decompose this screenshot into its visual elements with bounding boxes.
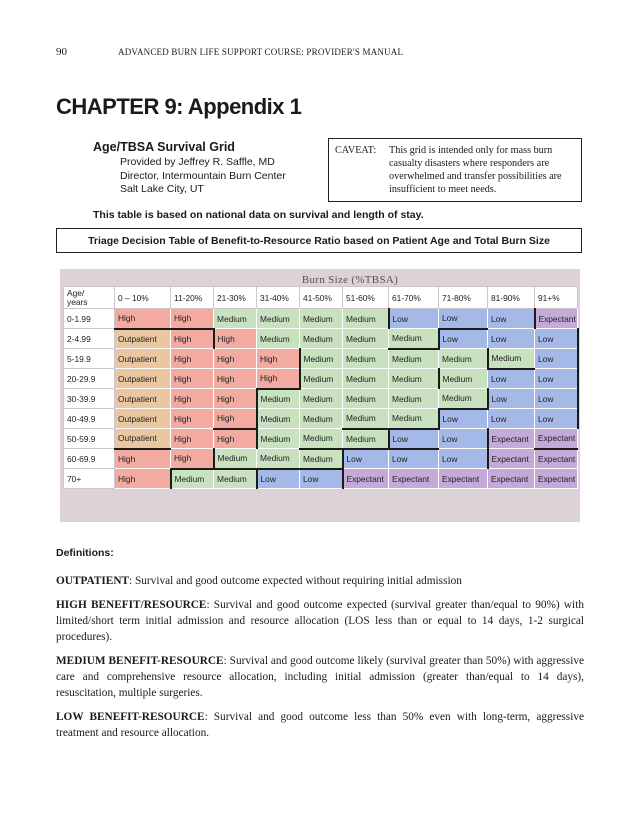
grid-cell: Medium xyxy=(389,369,439,389)
grid-cell: Low xyxy=(535,349,578,369)
survival-table xyxy=(63,286,579,489)
grid-cell: Medium xyxy=(300,389,343,409)
age-label: 0-1.99 xyxy=(64,309,115,329)
grid-cell: Medium xyxy=(439,369,488,389)
burn-size-label: Burn Size (%TBSA) xyxy=(301,274,399,286)
grid-cell: Medium xyxy=(343,389,389,409)
grid-cell: Medium xyxy=(343,349,389,369)
grid-cell: Low xyxy=(300,469,343,489)
grid-body xyxy=(64,309,578,489)
age-label: 70+ xyxy=(64,469,115,489)
grid-cell: Medium xyxy=(488,349,535,369)
grid-cell: Low xyxy=(439,449,488,469)
definition-term: HIGH BENEFIT/RESOURCE xyxy=(56,599,207,611)
caveat-line: casualty disasters where responders are xyxy=(389,158,550,169)
definition-item xyxy=(56,653,584,701)
grid-cell: High xyxy=(214,329,257,349)
grid-cell: Outpatient xyxy=(115,369,171,389)
grid-cell: Medium xyxy=(257,309,300,329)
grid-cell: Expectant xyxy=(439,469,488,489)
grid-corner-label xyxy=(64,287,115,309)
grid-row xyxy=(64,409,578,429)
age-label: 50-59.9 xyxy=(64,429,115,449)
triage-title: Triage Decision Table of Benefit-to-Resource Ratio based on Patient Age and Total Burn Size xyxy=(88,234,550,247)
column-header: 91+% xyxy=(535,287,578,309)
grid-cell: High xyxy=(171,309,214,329)
grid-cell: Medium xyxy=(343,409,389,429)
grid-cell: Expectant xyxy=(488,449,535,469)
grid-cell: Medium xyxy=(257,409,300,429)
grid-cell: Low xyxy=(488,389,535,409)
grid-cell: Expectant xyxy=(389,469,439,489)
grid-cell: High xyxy=(214,409,257,429)
column-header: 61-70% xyxy=(389,287,439,309)
grid-cell: Expectant xyxy=(535,449,578,469)
basis-note: This table is based on national data on survival and length of stay. xyxy=(93,209,424,221)
age-label: 60-69.9 xyxy=(64,449,115,469)
provider-line: Salt Lake City, UT xyxy=(120,183,204,195)
definition-term: LOW BENEFIT-RESOURCE xyxy=(56,711,205,723)
grid-cell: High xyxy=(115,309,171,329)
grid-cell: High xyxy=(214,369,257,389)
column-header: 11-20% xyxy=(171,287,214,309)
definition-text: : Survival and good outcome likely (survival greater than 50%) with aggressive care and comprehensive resource allocation, including initial admission (greater than/equal to 14 days), resuscitation, multiple surgeries. xyxy=(56,655,584,699)
grid-row xyxy=(64,469,578,489)
grid-cell: Medium xyxy=(257,429,300,449)
grid-cell: Expectant xyxy=(488,429,535,449)
grid-cell: Medium xyxy=(300,449,343,469)
grid-cell: Medium xyxy=(389,409,439,429)
caveat-label: CAVEAT: xyxy=(335,145,377,156)
grid-cell: Low xyxy=(389,429,439,449)
grid-cell: High xyxy=(171,449,214,469)
grid-row xyxy=(64,309,578,329)
caveat-box xyxy=(328,138,582,202)
grid-cell: Low xyxy=(535,329,578,349)
grid-cell: Medium xyxy=(439,389,488,409)
corner-line: years xyxy=(67,296,88,307)
grid-cell: Medium xyxy=(214,449,257,469)
column-header: 0 – 10% xyxy=(115,287,171,309)
grid-cell: High xyxy=(171,349,214,369)
caveat-line: This grid is intended only for mass burn xyxy=(389,145,553,156)
grid-cell: Low xyxy=(439,309,488,329)
definition-text: : Survival and good outcome expected (survival greater than/equal to 90%) with limited/short term initial admission and resource allocation (LOS less than or equal to 14 days, 1-2 surgical procedures). xyxy=(56,599,584,643)
book-title: ADVANCED BURN LIFE SUPPORT COURSE: PROVIDER'S MANUAL xyxy=(118,47,404,57)
grid-row xyxy=(64,389,578,409)
grid-cell: Medium xyxy=(257,329,300,349)
grid-cell: Outpatient xyxy=(115,389,171,409)
definition-text: : Survival and good outcome expected without requiring initial admission xyxy=(129,575,462,587)
grid-cell: Low xyxy=(535,369,578,389)
grid-cell: Medium xyxy=(439,349,488,369)
grid-cell: Medium xyxy=(389,349,439,369)
grid-cell: Medium xyxy=(171,469,214,489)
grid-cell: High xyxy=(171,409,214,429)
column-header: 31-40% xyxy=(257,287,300,309)
grid-cell: Low xyxy=(439,329,488,349)
grid-cell: Medium xyxy=(300,369,343,389)
caveat-line: overwhelmed and transfer possibilities are xyxy=(389,171,562,182)
column-header: 71-80% xyxy=(439,287,488,309)
grid-cell: High xyxy=(214,349,257,369)
grid-cell: Low xyxy=(343,449,389,469)
grid-cell: Expectant xyxy=(535,429,578,449)
grid-cell: High xyxy=(171,369,214,389)
column-header: 41-50% xyxy=(300,287,343,309)
provider-line: Director, Intermountain Burn Center xyxy=(120,169,286,182)
survival-grid xyxy=(60,269,580,522)
grid-cell: Medium xyxy=(300,329,343,349)
definition-item xyxy=(56,573,584,589)
grid-cell: Medium xyxy=(214,309,257,329)
definitions xyxy=(56,545,584,749)
grid-cell: Outpatient xyxy=(115,429,171,449)
definition-term: MEDIUM BENEFIT-RESOURCE xyxy=(56,655,224,667)
grid-cell: Low xyxy=(257,469,300,489)
grid-cell: Medium xyxy=(343,429,389,449)
column-header: 81-90% xyxy=(488,287,535,309)
grid-cell: Medium xyxy=(300,309,343,329)
grid-row xyxy=(64,429,578,449)
chapter-title: CHAPTER 9: Appendix 1 xyxy=(56,94,302,119)
grid-cell: High xyxy=(171,429,214,449)
grid-cell: Outpatient xyxy=(115,329,171,349)
age-label: 30-39.9 xyxy=(64,389,115,409)
grid-cell: Expectant xyxy=(535,309,578,329)
grid-cell: Medium xyxy=(343,329,389,349)
grid-cell: Expectant xyxy=(535,469,578,489)
definition-text: : Survival and good outcome less than 50% even with long-term, aggressive treatment and resource allocation. xyxy=(56,711,584,739)
age-label: 40-49.9 xyxy=(64,409,115,429)
grid-cell: Low xyxy=(488,329,535,349)
caveat-text xyxy=(389,144,577,196)
age-label: 20-29.9 xyxy=(64,369,115,389)
grid-row xyxy=(64,369,578,389)
definition-term: OUTPATIENT xyxy=(56,575,130,587)
definitions-list xyxy=(56,573,584,741)
grid-cell: Low xyxy=(488,369,535,389)
grid-cell: Medium xyxy=(300,409,343,429)
definition-item xyxy=(56,709,584,741)
page-number: 90 xyxy=(56,46,67,58)
grid-cell: Outpatient xyxy=(115,349,171,369)
grid-cell: Low xyxy=(535,389,578,409)
grid-cell: Outpatient xyxy=(115,409,171,429)
grid-cell: Medium xyxy=(214,469,257,489)
grid-cell: Medium xyxy=(300,429,343,449)
definition-item xyxy=(56,597,584,645)
grid-cell: Medium xyxy=(257,449,300,469)
grid-cell: Low xyxy=(488,409,535,429)
grid-row xyxy=(64,349,578,369)
triage-title-box xyxy=(56,228,582,253)
grid-cell: Low xyxy=(389,449,439,469)
grid-cell: Expectant xyxy=(343,469,389,489)
grid-cell: Low xyxy=(535,409,578,429)
grid-row xyxy=(64,449,578,469)
grid-cell: High xyxy=(214,429,257,449)
column-header: 51-60% xyxy=(343,287,389,309)
grid-cell: Low xyxy=(389,309,439,329)
corner-line: Age/ xyxy=(67,287,85,298)
age-label: 2-4.99 xyxy=(64,329,115,349)
grid-cell: Medium xyxy=(343,369,389,389)
grid-cell: High xyxy=(115,469,171,489)
provider-credit xyxy=(120,156,286,197)
grid-cell: Medium xyxy=(343,309,389,329)
provider-line: Provided by Jeffrey R. Saffle, MD xyxy=(120,156,275,168)
caveat-line: insufficient to meet needs. xyxy=(389,184,497,195)
grid-cell: Low xyxy=(439,409,488,429)
grid-row xyxy=(64,329,578,349)
grid-cell: Medium xyxy=(389,329,439,349)
definitions-heading: Definitions: xyxy=(56,547,114,559)
grid-title: Age/TBSA Survival Grid xyxy=(93,140,235,154)
grid-cell: Expectant xyxy=(488,469,535,489)
grid-cell: High xyxy=(171,389,214,409)
age-label: 5-19.9 xyxy=(64,349,115,369)
grid-cell: Medium xyxy=(257,389,300,409)
column-header: 21-30% xyxy=(214,287,257,309)
grid-cell: High xyxy=(257,349,300,369)
grid-cell: Low xyxy=(488,309,535,329)
grid-cell: High xyxy=(214,389,257,409)
grid-header-row xyxy=(64,287,578,309)
grid-cell: Medium xyxy=(300,349,343,369)
grid-cell: High xyxy=(257,369,300,389)
grid-cell: High xyxy=(115,449,171,469)
grid-cell: Low xyxy=(439,429,488,449)
grid-cell: Medium xyxy=(389,389,439,409)
grid-cell: High xyxy=(171,329,214,349)
